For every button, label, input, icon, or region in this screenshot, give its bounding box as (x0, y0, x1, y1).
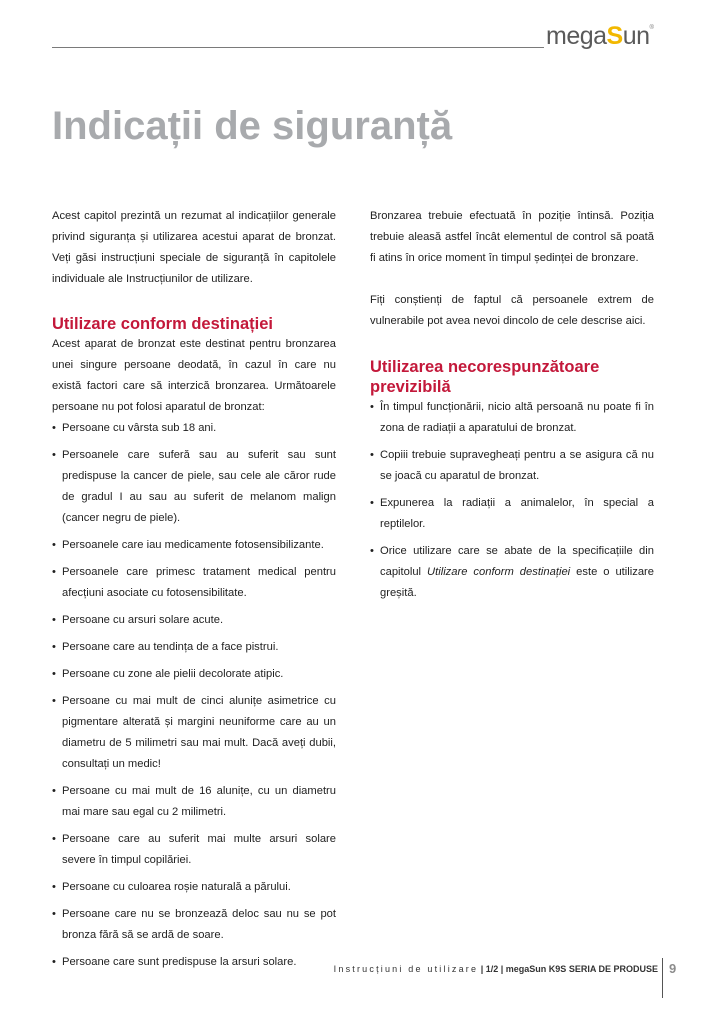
misuse-list (370, 397, 654, 604)
right-column (370, 206, 654, 610)
chapter-reference: Utilizare conform destinației (427, 566, 571, 578)
footer-divider (662, 958, 663, 998)
vulnerable-persons-paragraph: Fiți conștienți de faptul că persoanele extrem de vulnerabile pot avea nevoi dincolo de cele descrise aici. (370, 294, 654, 327)
intro-paragraph: Acest capitol prezintă un rezumat al indicațiilor generale privind siguranța și utilizarea acestui aparat de bronzat. Veți găsi instrucțiuni speciale de siguranță în capitolele individuale ale Instrucțiunilor de utilizare. (52, 210, 336, 285)
list-item: • Persoanele care primesc tratament medical pentru afecțiuni asociate cu fotosensibilitate. (52, 562, 336, 604)
registered-mark: ® (649, 25, 654, 31)
logo-text-un: un (622, 22, 650, 50)
megasun-logo (546, 22, 653, 51)
list-item: • Copiii trebuie supravegheați pentru a se asigura că nu se joacă cu aparatul de bronzat. (370, 445, 654, 487)
list-item: • În timpul funcționării, nicio altă persoană nu poate fi în zona de radiații a aparatului de bronzat. (370, 397, 654, 439)
section-heading-intended-use: Utilizare conform destinației (52, 315, 273, 333)
list-item: • Persoane care sunt predispuse la arsuri solare. (52, 952, 336, 973)
list-item: • Persoane care au suferit mai multe arsuri solare severe în timpul copilăriei. (52, 829, 336, 871)
list-item: • Persoane cu arsuri solare acute. (52, 610, 336, 631)
excluded-persons-list (52, 418, 336, 973)
list-item: • Expunerea la radiații a animalelor, în special a reptilelor. (370, 493, 654, 535)
footer-part: 1/2 (485, 964, 499, 974)
list-item: • Persoanele care suferă sau au suferit sau sunt predispuse la cancer de piele, sau cele ale căror rude de gradul I au sau au suferit de melanom malign (cancer negru de piele). (52, 445, 336, 529)
footer-product: megaSun K9S SERIA DE PRODUSE (505, 964, 658, 974)
intended-use-paragraph: Acest aparat de bronzat este destinat pentru bronzarea unei singure persoane deodată, în cazul în care nu există factori care să interzică bronzarea. Următoarele persoane nu pot folosi aparatul de bronzat: (52, 338, 336, 413)
list-item: • Persoanele care iau medicamente fotosensibilizante. (52, 535, 336, 556)
list-item: • Persoane care au tendința de a face pistrui. (52, 637, 336, 658)
logo-text-mega: mega (546, 22, 607, 50)
footer-text: Instrucțiuni de utilizare | 1/2 | megaSun K9S SERIA DE PRODUSE (333, 964, 658, 974)
tanning-position-paragraph: Bronzarea trebuie efectuată în poziție întinsă. Poziția trebuie aleasă astfel încât elementul de control să poată fi atins în orice moment în timpul ședinței de bronzare. (370, 210, 654, 264)
footer-doc-label: Instrucțiuni de utilizare (333, 964, 479, 974)
list-item: • Persoane cu mai mult de cinci alunițe asimetrice cu pigmentare alterată și margini neuniforme care au un diametru de 5 milimetri sau mai mult. Dacă aveți dubii, consultați un medic! (52, 691, 336, 775)
list-item: • Persoane care nu se bronzează deloc sau nu se pot bronza fără să se ardă de soare. (52, 904, 336, 946)
list-item: • Persoane cu culoarea roșie naturală a părului. (52, 877, 336, 898)
page-title: Indicații de siguranță (52, 104, 453, 148)
header-rule (52, 47, 544, 48)
list-item: • Persoane cu vârsta sub 18 ani. (52, 418, 336, 439)
section-heading-foreseeable-misuse: Utilizarea necorespunzătoare previzibilă (370, 358, 600, 396)
list-item: • Persoane cu mai mult de 16 alunițe, cu un diametru mai mare sau egal cu 2 milimetri. (52, 781, 336, 823)
page-number: 9 (669, 961, 677, 976)
list-item: • Orice utilizare care se abate de la specificațiile din capitolul Utilizare conform destinației este o utilizare greșită. (370, 541, 654, 604)
left-column (52, 206, 336, 979)
list-item: • Persoane cu zone ale pielii decolorate atipic. (52, 664, 336, 685)
logo-text-sun-s: S (606, 22, 623, 50)
